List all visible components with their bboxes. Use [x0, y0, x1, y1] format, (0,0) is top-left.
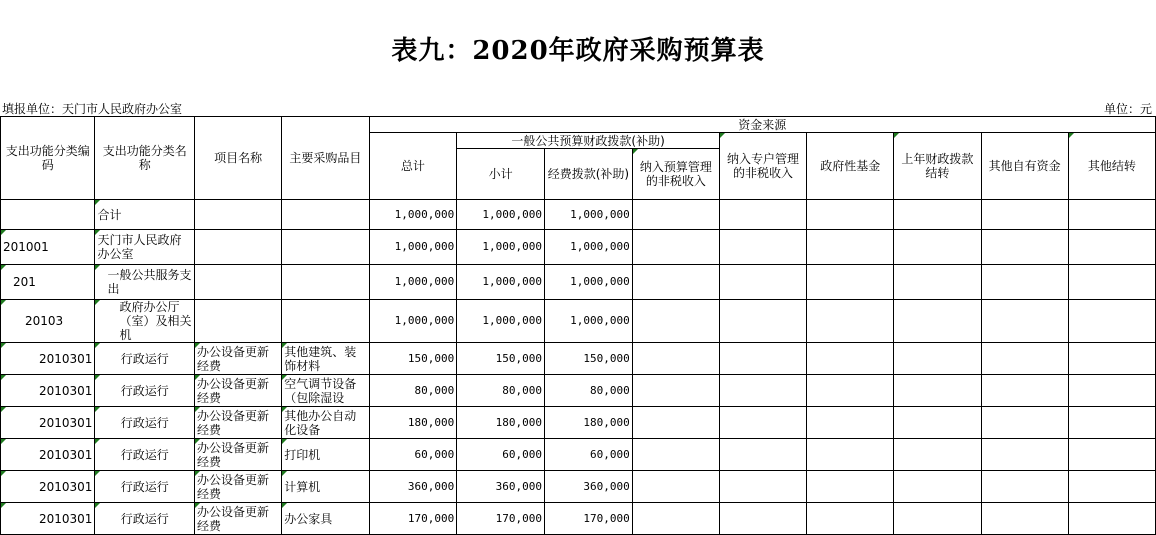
- table-row: 2010301 行政运行 办公设备更新经费 打印机 60,000 60,000 60,000: [1, 439, 1156, 471]
- header-nontax-special: 纳入专户管理的非税收入: [719, 133, 806, 200]
- table-row: 合计 1,000,000 1,000,000 1,000,000: [1, 200, 1156, 230]
- table-row: 2010301 行政运行 办公设备更新经费 其他办公自动化设备 180,000 180,000 180,000: [1, 407, 1156, 439]
- header-gov-fund: 政府性基金: [807, 133, 894, 200]
- table-row: 2010301 行政运行 办公设备更新经费 其他建筑、装饰材料 150,000 150,000 150,000: [1, 343, 1156, 375]
- table-row: 2010301 行政运行 办公设备更新经费 办公家具 170,000 170,000 170,000: [1, 503, 1156, 535]
- header-other-carry: 其他结转: [1068, 133, 1155, 200]
- header-code: 支出功能分类编码: [1, 117, 95, 200]
- page-title: 表九：2020年政府采购预算表: [391, 36, 765, 66]
- header-project: 项目名称: [195, 117, 282, 200]
- budget-table: [0, 116, 1156, 535]
- header-total: 总计: [369, 133, 457, 200]
- table-row: 2010301 行政运行 办公设备更新经费 空气调节设备（包除湿设 80,000 80,000 80,000: [1, 375, 1156, 407]
- header-prev-year: 上年财政拨款结转: [894, 133, 981, 200]
- currency-unit: 单位：元: [1103, 102, 1152, 116]
- header-allocation: 经费拨款(补助): [545, 149, 633, 200]
- header-funding-source: 资金来源: [369, 117, 1155, 133]
- table-row: 201 一般公共服务支出 1,000,000 1,000,000 1,000,000: [1, 265, 1156, 300]
- header-subtotal: 小计: [457, 149, 545, 200]
- table-row: 201001 天门市人民政府办公室 1,000,000 1,000,000 1,000,000: [1, 230, 1156, 265]
- header-general-budget: 一般公共预算财政拨款(补助): [457, 133, 720, 149]
- header-item: 主要采购品目: [282, 117, 369, 200]
- header-nontax-budget: 纳入预算管理的非税收入: [632, 149, 719, 200]
- header-name: 支出功能分类名称: [95, 117, 195, 200]
- table-row: 20103 政府办公厅（室）及相关机 1,000,000 1,000,000 1,000,000: [1, 300, 1156, 343]
- header-own-funds: 其他自有资金: [981, 133, 1068, 200]
- reporting-unit: 填报单位：天门市人民政府办公室: [2, 102, 183, 116]
- table-row: 2010301 行政运行 办公设备更新经费 计算机 360,000 360,000 360,000: [1, 471, 1156, 503]
